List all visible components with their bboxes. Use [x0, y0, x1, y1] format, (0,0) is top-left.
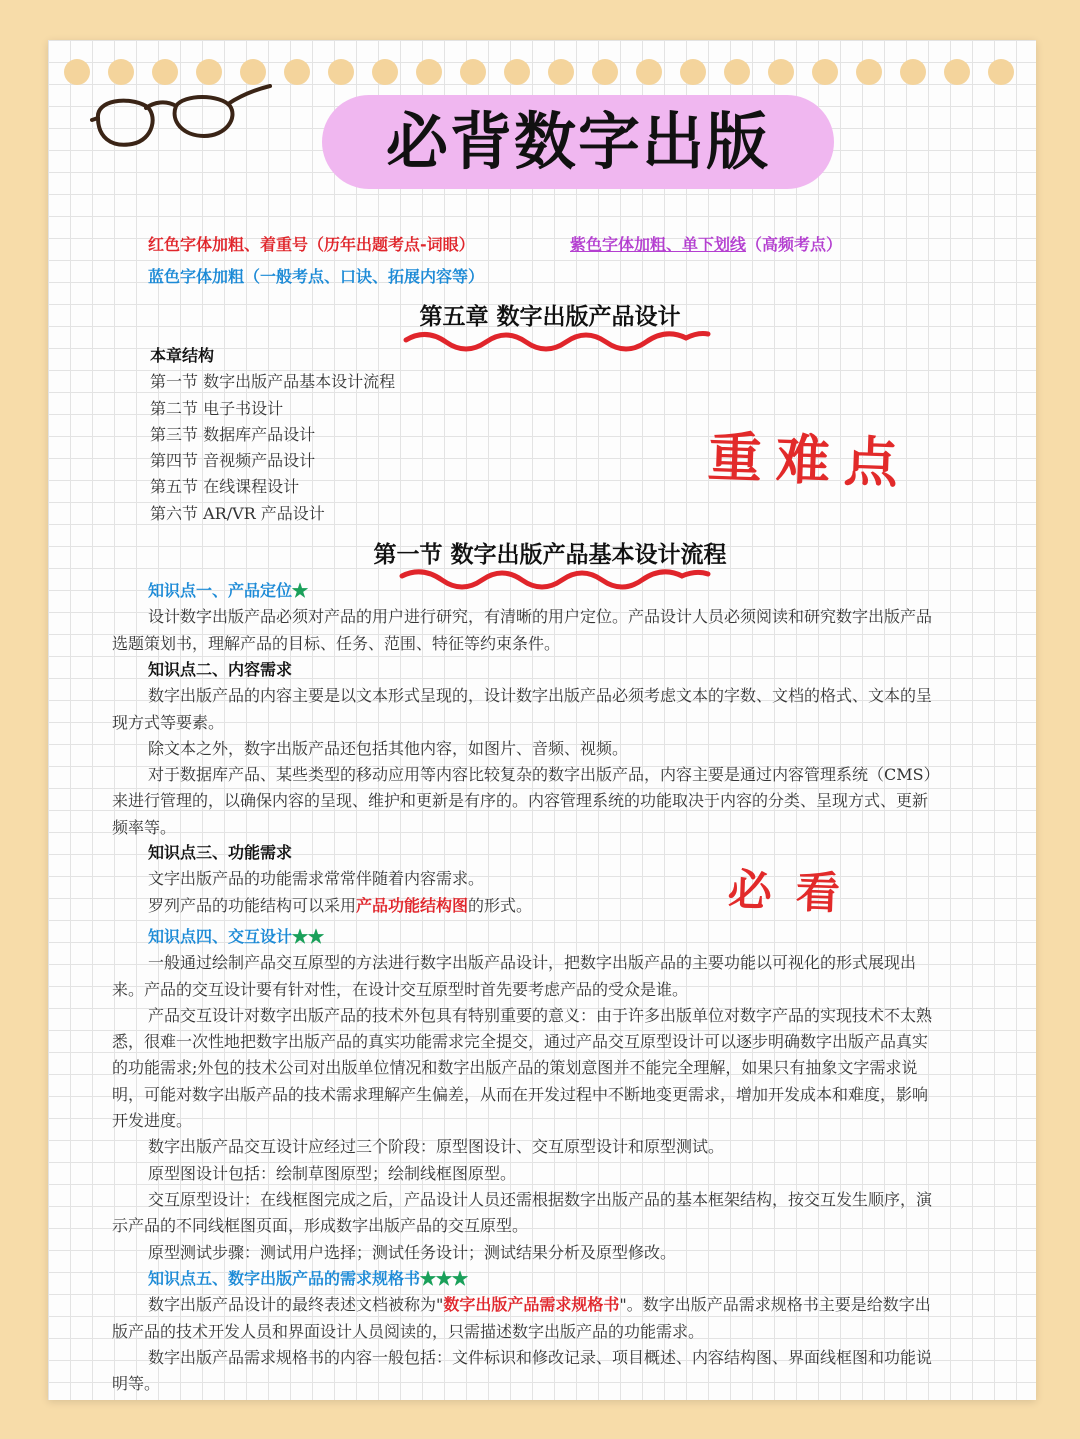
paragraph: 对于数据库产品、某些类型的移动应用等内容比较复杂的数字出版产品，内容主要是通过内容管理系统（CMS）来进行管理的，以确保内容的呈现、维护和更新是有序的。内容管理系统的功能取决于内容的分类、呈现方式、更新频率等。: [112, 765, 932, 837]
binder-hole: [548, 59, 574, 85]
paragraph: 一般通过绘制产品交互原型的方法进行数字出版产品设计，把数字出版产品的主要功能以可视化的形式展现出来。产品的交互设计要有针对性，在设计交互原型时首先要考虑产品的受众是谁。: [112, 953, 917, 999]
binder-hole: [900, 59, 926, 85]
binder-hole: [856, 59, 882, 85]
legend-purple: [570, 232, 842, 255]
paragraph: 产品交互设计对数字出版产品的技术外包具有特别重要的意义：由于许多出版单位对数字产品的实现技术不太熟悉，很难一次性地把数字出版产品的真实功能需求完全提交，通过产品交互原型设计可以逐步明确数字出版产品真实的功能需求;外包的技术公司对出版单位情况和数字出版产品的策划意图并不能完全理解，如果只有抽象文字需求说明，可能对数字出版产品的技术需求理解产生偏差，从而在开发过程中不断地变更需求，增加开发成本和难度，影响开发进度。: [112, 1005, 933, 1131]
highlight-term: 数字出版产品需求规格书: [443, 1295, 620, 1315]
text: 罗列产品的功能结构可以采用: [148, 895, 357, 915]
binder-hole: [328, 59, 354, 85]
paragraph: 原型图设计包括：绘制草图原型；绘制线框图原型。: [148, 1163, 517, 1183]
legend-blue: 蓝色字体加粗（一般考点、口诀、拓展内容等）: [148, 267, 485, 286]
binder-hole: [460, 59, 486, 85]
kp-title-text: 知识点四、交互设计: [148, 927, 293, 946]
binder-hole: [64, 59, 90, 85]
kp-title-text: 知识点五、数字出版产品的需求规格书: [148, 1269, 421, 1288]
paragraph: [112, 1292, 934, 1345]
section-title: 第一节 数字出版产品基本设计流程: [373, 541, 727, 568]
paragraph: 交互原型设计：在线框图完成之后，产品设计人员还需根据数字出版产品的基本框架结构，按交互发生顺序，演示产品的不同线框图页面，形成数字出版产品的交互原型。: [112, 1189, 933, 1236]
knowledge-point-title: [112, 1266, 934, 1292]
knowledge-point-title: [112, 924, 934, 950]
knowledge-point-4: [112, 924, 934, 1266]
paragraph: [112, 893, 934, 919]
knowledge-point-3: [112, 840, 934, 919]
paragraph: 原型测试步骤：测试用户选择；测试任务设计；测试结果分析及原型修改。: [148, 1242, 677, 1262]
paragraph: 数字出版产品的内容主要是以文本形式呈现的，设计数字出版产品必须考虑文本的字数、文档的格式、文本的呈现方式等要素。: [112, 686, 933, 732]
binder-hole: [724, 59, 750, 85]
structure-item: 第一节 数字出版产品基本设计流程: [150, 372, 396, 392]
knowledge-point-2: [112, 657, 934, 841]
knowledge-point-1: [112, 578, 934, 657]
legend-red: 红色字体加粗、着重号（历年出题考点-词眼）: [148, 235, 475, 254]
text: 的形式。: [468, 895, 533, 915]
chapter-structure: [150, 343, 395, 527]
glasses-icon: [88, 78, 273, 158]
binder-hole: [680, 59, 706, 85]
paragraph: 数字出版产品需求规格书的内容一般包括：文件标识和修改记录、项目概述、内容结构图、界面线框图和功能说明等。: [112, 1347, 933, 1394]
paragraph: 数字出版产品交互设计应经过三个阶段：原型图设计、交互原型设计和原型测试。: [148, 1137, 725, 1157]
highlight-term: 产品功能结构图: [356, 895, 469, 915]
kp-title-text: 知识点一、产品定位: [148, 581, 293, 600]
star-rating-icon: ★★★: [420, 1269, 469, 1288]
paragraph: 设计数字出版产品必须对产品的用户进行研究，有清晰的用户定位。产品设计人员必须阅读和研究数字出版产品选题策划书，理解产品的目标、任务、范围、特征等约束条件。: [112, 607, 933, 653]
structure-item: 第六节 AR/VR 产品设计: [150, 503, 325, 523]
handwritten-note-key-points: 重难点: [706, 424, 913, 496]
paragraph: 除文本之外，数字出版产品还包括其他内容，如图片、音频、视频。: [148, 738, 629, 758]
knowledge-point-5: [112, 1266, 934, 1397]
handwritten-note-must-read: 必看: [726, 864, 865, 921]
structure-item: 第二节 电子书设计: [150, 398, 284, 418]
binder-hole: [944, 59, 970, 85]
structure-item: 第五节 在线课程设计: [150, 477, 300, 497]
binder-hole: [284, 59, 310, 85]
binder-hole: [372, 59, 398, 85]
binder-hole: [768, 59, 794, 85]
star-rating-icon: ★: [292, 581, 309, 600]
binder-hole: [416, 59, 442, 85]
binder-hole: [504, 59, 530, 85]
legend-purple-tail: （高频考点）: [746, 235, 843, 254]
binder-hole: [592, 59, 618, 85]
knowledge-point-title: [112, 578, 934, 604]
binder-hole: [636, 59, 662, 85]
red-squiggle-underline: [402, 328, 712, 358]
legend-purple-main: 紫色字体加粗、单下划线: [570, 235, 747, 254]
page-title: 必背数字出版: [385, 105, 770, 178]
star-rating-icon: ★★: [292, 927, 325, 946]
text: 数字出版产品设计的最终表述文档被称为": [148, 1295, 444, 1315]
structure-heading: 本章结构: [150, 346, 215, 365]
knowledge-point-title: 知识点三、功能需求: [148, 843, 293, 862]
paragraph: 文字出版产品的功能需求常常伴随着内容需求。: [148, 869, 485, 889]
structure-item: 第四节 音视频产品设计: [150, 451, 316, 471]
structure-item: 第三节 数据库产品设计: [150, 424, 316, 444]
binder-hole: [812, 59, 838, 85]
knowledge-point-title: 知识点二、内容需求: [148, 660, 293, 679]
text: "。数字出版产品需求规格书主要是给数字出版产品的技术开发人员和界面设计人员阅读的，只需描述数字出版产品的功能需求。: [112, 1295, 931, 1341]
binder-hole: [988, 59, 1014, 85]
chapter-title: 第五章 数字出版产品设计: [419, 303, 681, 330]
